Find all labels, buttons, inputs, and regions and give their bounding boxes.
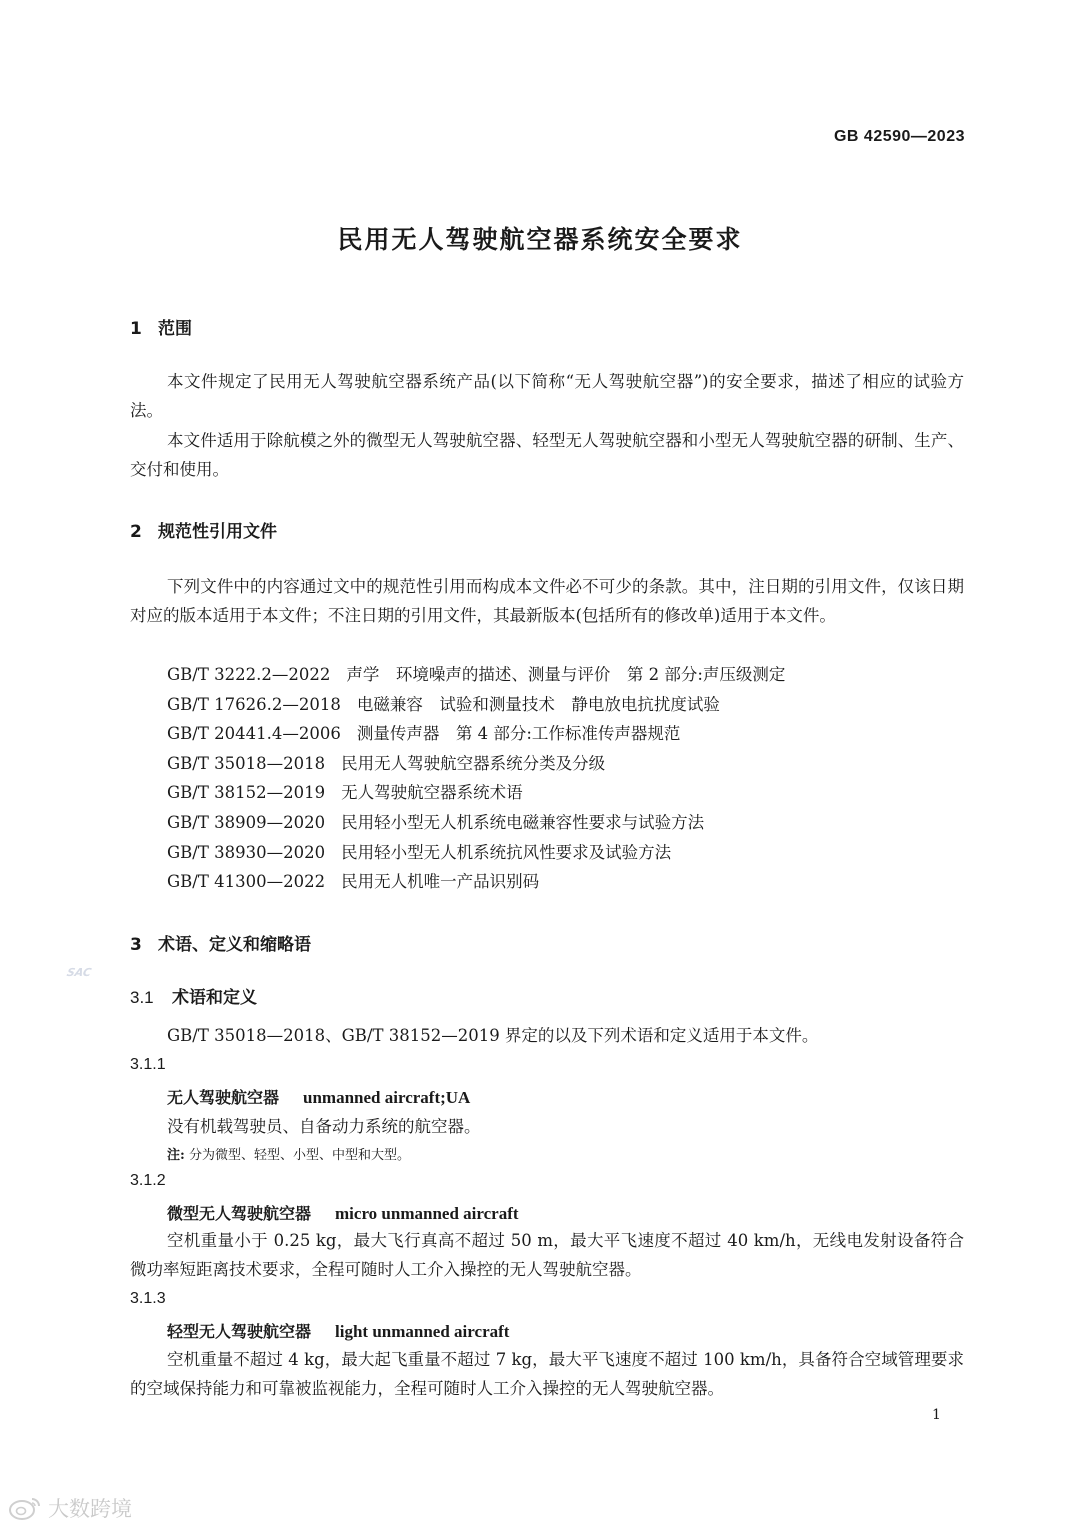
clause-number: 3.1.2: [130, 1172, 166, 1189]
clause-number: 3.1.3: [130, 1290, 166, 1307]
reference-code: GB/T 35018—2018: [167, 754, 326, 773]
term-zh: 轻型无人驾驶航空器: [167, 1322, 312, 1341]
term-definition: 空机重量小于 0.25 kg，最大飞行真高不超过 50 m，最大平飞速度不超过 40 km/h，无线电发射设备符合微功率短距离技术要求，全程可随时人工介入操控的无人驾驶航空器。: [130, 1231, 964, 1279]
section-number: 2: [130, 522, 142, 542]
section-number: 3: [130, 935, 142, 955]
section-title: 规范性引用文件: [158, 522, 277, 542]
section-1-heading: [130, 314, 192, 339]
subsection-title: 术语和定义: [172, 988, 257, 1008]
reference-item: [167, 867, 539, 896]
reference-title: 电磁兼容 试验和测量技术 静电放电抗扰度试验: [356, 695, 720, 714]
term-heading: [167, 1319, 509, 1342]
reference-title: 民用无人机唯一产品识别码: [341, 872, 540, 891]
reference-code: GB/T 17626.2—2018: [167, 695, 341, 714]
term-heading: [167, 1085, 470, 1108]
reference-title: 无人驾驶航空器系统术语: [341, 783, 523, 802]
reference-code: GB/T 38930—2020: [167, 843, 326, 862]
reference-code: GB/T 38152—2019: [167, 783, 326, 802]
reference-item: [167, 778, 523, 807]
note-text: 分为微型、轻型、小型、中型和大型。: [188, 1148, 410, 1163]
watermark: [8, 1493, 132, 1523]
reference-item: [167, 719, 680, 748]
term-en: unmanned aircraft;UA: [303, 1088, 471, 1107]
reference-title: 民用无人驾驶航空器系统分类及分级: [341, 754, 606, 773]
watermark-text: 大数跨境: [48, 1497, 132, 1521]
section-3-heading: [130, 930, 311, 955]
term-note: [167, 1144, 410, 1163]
section-1-paragraph-2: 本文件适用于除航模之外的微型无人驾驶航空器、轻型无人驾驶航空器和小型无人驾驶航空器的研制、生产、交付和使用。: [130, 431, 964, 479]
reference-title: 民用轻小型无人机系统电磁兼容性要求与试验方法: [341, 813, 705, 832]
reference-item: [167, 690, 720, 719]
section-title: 范围: [158, 319, 192, 339]
term-zh: 无人驾驶航空器: [167, 1088, 280, 1107]
subsection-number: 3.1: [130, 988, 154, 1007]
note-label: 注:: [167, 1148, 185, 1163]
reference-code: GB/T 3222.2—2022: [167, 665, 331, 684]
reference-title: 测量传声器 第 4 部分:工作标准传声器规范: [356, 724, 681, 743]
reference-code: GB/T 20441.4—2006: [167, 724, 341, 743]
reference-item: [167, 660, 785, 689]
term-heading: [167, 1201, 519, 1224]
term-zh: 微型无人驾驶航空器: [167, 1204, 312, 1223]
reference-title: 声学 环境噪声的描述、测量与评价 第 2 部分:声压级测定: [346, 665, 786, 684]
section-2-heading: [130, 517, 277, 542]
weibo-logo-icon: [8, 1495, 42, 1521]
reference-code: GB/T 38909—2020: [167, 813, 326, 832]
subsection-3-1-intro: GB/T 35018—2018、GB/T 38152—2019 界定的以及下列术语和定义适用于本文件。: [167, 1026, 819, 1045]
reference-title: 民用轻小型无人机系统抗风性要求及试验方法: [341, 843, 672, 862]
standard-code: GB 42590—2023: [833, 128, 965, 145]
reference-item: [167, 838, 671, 867]
page-number: 1: [932, 1407, 941, 1423]
term-en: micro unmanned aircraft: [335, 1204, 519, 1223]
section-1-paragraph-1: 本文件规定了民用无人驾驶航空器系统产品(以下简称“无人驾驶航空器”)的安全要求，描述了相应的试验方法。: [130, 372, 964, 420]
document-title: 民用无人驾驶航空器系统安全要求: [337, 225, 743, 254]
section-number: 1: [130, 319, 142, 339]
sac-side-mark: SAC: [65, 966, 93, 979]
subsection-3-1-heading: [130, 983, 257, 1008]
term-definition: 没有机载驾驶员、自备动力系统的航空器。: [167, 1117, 481, 1136]
reference-code: GB/T 41300—2022: [167, 872, 326, 891]
section-2-intro: 下列文件中的内容通过文中的规范性引用而构成本文件必不可少的条款。其中，注日期的引用文件，仅该日期对应的版本适用于本文件；不注日期的引用文件，其最新版本(包括所有的修改单)适用于本文件。: [130, 577, 964, 625]
reference-item: [167, 749, 605, 778]
clause-number: 3.1.1: [130, 1056, 166, 1073]
reference-item: [167, 808, 704, 837]
section-title: 术语、定义和缩略语: [158, 935, 311, 955]
term-en: light unmanned aircraft: [335, 1322, 510, 1341]
term-definition: 空机重量不超过 4 kg，最大起飞重量不超过 7 kg，最大平飞速度不超过 100 km/h，具备符合空域管理要求的空域保持能力和可靠被监视能力，全程可随时人工介入操控的无人驾驶航空器。: [130, 1350, 964, 1398]
